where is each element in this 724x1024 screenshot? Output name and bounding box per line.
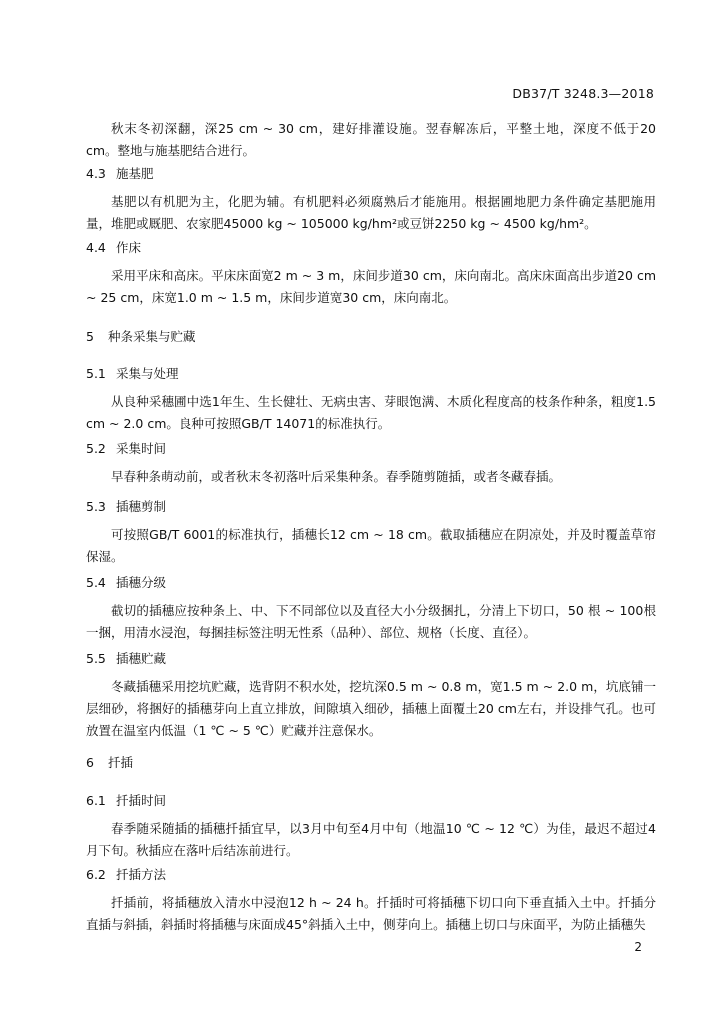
paragraph-5-4 (86, 600, 656, 644)
section-number: 5.2 (86, 441, 106, 456)
paragraph-text: 扦插前，将插穗放入清水中浸泡12 h ~ 24 h。扦插时可将插穗下切口向下垂直插入土中。扦插分直插与斜插，斜插时将插穗与床面成45°斜插入土中，侧芽向上。插穗上切口与床面平，为防止插穗失 (86, 895, 656, 932)
section-title: 插穗分级 (116, 575, 167, 590)
heading-5 (86, 328, 656, 346)
paragraph-6-2 (86, 892, 656, 936)
section-title: 扦插方法 (116, 867, 167, 882)
paragraph-4-2-continued (86, 118, 656, 162)
paragraph-text: 从良种采穗圃中选1年生、生长健壮、无病虫害、芽眼饱满、木质化程度高的枝条作种条，粗度1.5 cm ~ 2.0 cm。良种可按照GB/T 14071的标准执行。 (86, 394, 656, 431)
section-title: 施基肥 (116, 166, 154, 181)
paragraph-4-3 (86, 191, 656, 235)
paragraph-5-3 (86, 524, 656, 568)
section-title: 采集时间 (116, 441, 167, 456)
section-number: 6 (86, 755, 94, 770)
section-number: 6.2 (86, 867, 106, 882)
section-title: 采集与处理 (116, 366, 179, 381)
paragraph-text: 可按照GB/T 6001的标准执行，插穗长12 cm ~ 18 cm。截取插穗应在阴凉处，并及时覆盖草帘保湿。 (86, 527, 656, 564)
heading-5-3 (86, 498, 656, 516)
paragraph-text: 秋末冬初深翻，深25 cm ~ 30 cm，建好排灌设施。翌春解冻后，平整土地，深度不低于20 cm。整地与施基肥结合进行。 (86, 121, 656, 158)
section-title: 插穗贮藏 (116, 651, 167, 666)
paragraph-text: 春季随采随插的插穗扦插宜早，以3月中旬至4月中旬（地温10 ℃ ~ 12 ℃）为佳，最迟不超过4月下旬。秋插应在落叶后结冻前进行。 (86, 821, 656, 858)
paragraph-text: 早春种条萌动前，或者秋末冬初落叶后采集种条。春季随剪随插，或者冬藏春插。 (111, 469, 562, 484)
paragraph-6-1 (86, 818, 656, 862)
paragraph-4-4 (86, 265, 656, 309)
paragraph-5-2 (86, 466, 656, 488)
paragraph-5-1 (86, 391, 656, 435)
section-title: 插穗剪制 (116, 499, 167, 514)
section-number: 4.4 (86, 240, 106, 255)
paragraph-text: 截切的插穗应按种条上、中、下不同部位以及直径大小分级捆扎，分清上下切口，50 根 ~ 100根一捆，用清水浸泡，每捆挂标签注明无性系（品种）、部位、规格（长度、直径）。 (86, 603, 656, 640)
section-title: 扦插 (108, 755, 134, 770)
section-number: 6.1 (86, 793, 106, 808)
heading-4-3 (86, 165, 656, 183)
heading-5-5 (86, 650, 656, 668)
standard-code-header: DB37/T 3248.3—2018 (512, 86, 654, 101)
section-number: 5.4 (86, 575, 106, 590)
paragraph-text: 采用平床和高床。平床床面宽2 m ~ 3 m，床间步道30 cm，床向南北。高床床面高出步道20 cm ~ 25 cm，床宽1.0 m ~ 1.5 m，床间步道宽30 cm，床向南北。 (86, 268, 656, 305)
page-number: 2 (634, 940, 642, 954)
paragraph-5-5 (86, 676, 656, 742)
paragraph-text: 冬藏插穗采用挖坑贮藏，选背阴不积水处，挖坑深0.5 m ~ 0.8 m，宽1.5 m ~ 2.0 m，坑底铺一层细砂，将捆好的插穗芽向上直立排放，间隙填入细砂，插穗上面覆土20 cm左右，并设排气孔。也可放置在温室内低温（1 ℃ ~ 5 ℃）贮藏并注意保水。 (86, 679, 656, 738)
section-number: 5.5 (86, 651, 106, 666)
section-title: 扦插时间 (116, 793, 167, 808)
section-title: 作床 (116, 240, 142, 255)
heading-4-4 (86, 239, 656, 257)
heading-5-4 (86, 574, 656, 592)
heading-6-1 (86, 792, 656, 810)
heading-6-2 (86, 866, 656, 884)
section-number: 5.3 (86, 499, 106, 514)
heading-5-1 (86, 365, 656, 383)
section-title: 种条采集与贮藏 (108, 329, 196, 344)
section-number: 5.1 (86, 366, 106, 381)
heading-6 (86, 754, 656, 772)
paragraph-text: 基肥以有机肥为主，化肥为辅。有机肥料必须腐熟后才能施用。根据圃地肥力条件确定基肥施用量，堆肥或厩肥、农家肥45000 kg ~ 105000 kg/hm²或豆饼2250 kg ~ 4500 kg/hm²。 (86, 194, 656, 231)
section-number: 5 (86, 329, 94, 344)
heading-5-2 (86, 440, 656, 458)
section-number: 4.3 (86, 166, 106, 181)
